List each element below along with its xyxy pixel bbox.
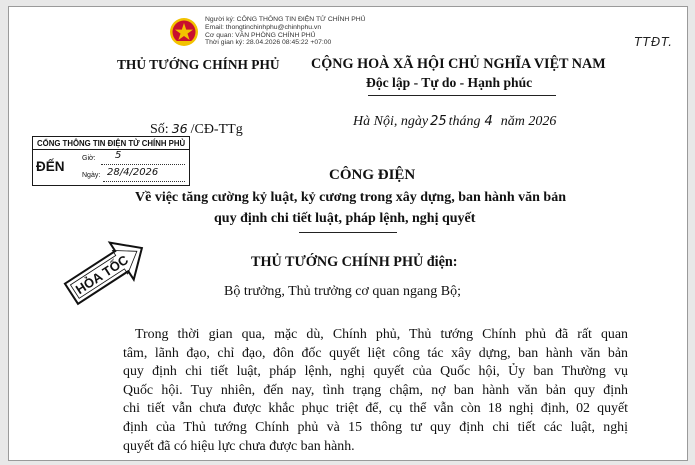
digital-signature-info: [205, 16, 366, 47]
body-line-3: quy định chi tiết luật, pháp lệnh, nghị quyết của Quốc hội, Ủy ban Thường vụ: [123, 364, 628, 380]
date-month: 4: [484, 114, 493, 129]
body-paragraph: [123, 326, 628, 456]
signature-signer: Người ký: CÔNG THÔNG TIN ĐIỆN TỬ CHÍNH PHỦ: [205, 16, 366, 23]
national-emblem-icon: [169, 17, 199, 47]
date-day: 25: [430, 114, 447, 129]
signature-time: Thời gian ký: 28.04.2026 08:45:22 +07:00: [205, 39, 332, 47]
sender-line: THỦ TƯỚNG CHÍNH PHỦ điện:: [251, 254, 458, 270]
stamp-gio-line: [101, 164, 185, 165]
stamp-ngay-line: [103, 181, 185, 182]
stamp-org: CỔNG THÔNG TIN ĐIỆN TỬ CHÍNH PHỦ: [32, 136, 190, 149]
body-line-6: định của Thủ tướng Chính phủ và 15 thông tư quy định chi tiết các luật, nghị: [123, 419, 628, 435]
date-month-word: tháng: [448, 114, 481, 129]
body-line-1: Trong thời gian qua, mặc dù, Chính phủ, Thủ tướng Chính phủ đã rất quan: [135, 327, 628, 342]
motto-underline: [368, 95, 556, 96]
issuer-name: THỦ TƯỚNG CHÍNH PHỦ: [117, 57, 280, 72]
signature-agency: Cơ quan: VĂN PHÒNG CHÍNH PHỦ: [205, 31, 316, 39]
subject-line-2: quy định chi tiết luật, pháp lệnh, nghị quyết: [214, 211, 476, 226]
document-title: CÔNG ĐIỆN: [329, 167, 416, 183]
document-number-suffix: /CĐ-TTg: [190, 122, 243, 137]
body-line-7: quyết đã có hiệu lực chưa được ban hành.: [123, 438, 355, 454]
document-number-prefix: Số:: [150, 122, 169, 137]
stamp-ngay-value: 28/4/2026: [107, 167, 159, 178]
urgent-label: HỎA TỐC: [72, 252, 131, 298]
national-title: CỘNG HOÀ XÃ HỘI CHỦ NGHĨA VIỆT NAM: [311, 56, 606, 72]
document-number-value: 36: [171, 121, 188, 136]
stamp-gio-value: 5: [115, 150, 122, 161]
date-year: năm 2026: [500, 114, 557, 129]
signature-email: Email: thongtinchinhphu@chinhphu.vn: [205, 23, 322, 31]
document-page: [8, 6, 688, 461]
body-line-5: chi tiết vẫn chưa được khắc phục triệt để, cụ thể vẫn còn 18 nghị định, 02 quyết: [123, 401, 628, 417]
subject-underline: [299, 232, 397, 233]
stamp-ngay-label: Ngày:: [82, 172, 101, 179]
recipients: Bộ trưởng, Thủ trưởng cơ quan ngang Bộ;: [224, 284, 461, 299]
national-motto: Độc lập - Tự do - Hạnh phúc: [366, 75, 533, 90]
stamp-den-label: ĐẾN: [36, 159, 65, 174]
urgent-arrow-stamp: [55, 232, 155, 312]
date-place: Hà Nội, ngày: [353, 114, 429, 129]
body-line-2: tâm, lãnh đạo, chỉ đạo, đôn đốc quyết liệt công tác xây dựng, ban hành văn bản: [123, 345, 628, 361]
stamp-gio-label: Giờ:: [82, 155, 96, 162]
subject-line-1: Về việc tăng cường kỷ luật, kỷ cương trong xây dựng, ban hành văn bản: [135, 190, 566, 205]
issue-date: [353, 114, 556, 130]
handwritten-mark: TTĐT.: [634, 35, 673, 49]
body-line-4: Quốc hội. Tuy nhiên, đến nay, tình trạng chậm, nợ ban hành văn bản quy định: [123, 382, 628, 398]
